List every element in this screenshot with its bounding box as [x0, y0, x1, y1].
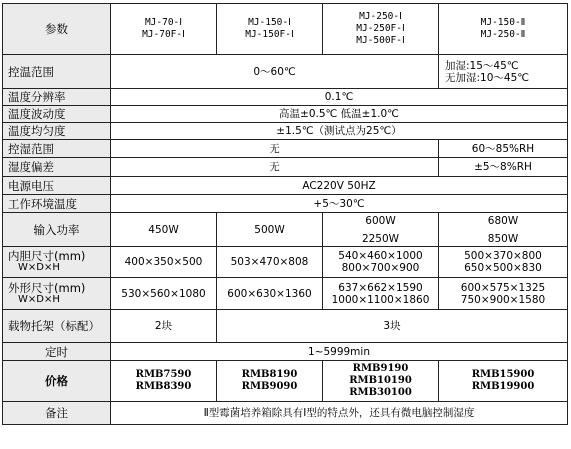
remark-value: Ⅱ型霉菌培养箱除具有Ⅰ型的特点外，还具有微电脑控制湿度 [111, 402, 568, 425]
model-col-3: MJ-250-Ⅰ MJ-250F-Ⅰ MJ-500F-Ⅰ [323, 4, 439, 55]
model-col-2: MJ-150-Ⅰ MJ-150F-Ⅰ [217, 4, 323, 55]
humidity-range-label: 控湿范围 [3, 140, 111, 158]
inner-size-col-4: 500×370×800 650×500×830 [439, 247, 568, 278]
power-col-1: 450W [111, 213, 217, 247]
humidity-range-alt: 60～85%RH [439, 140, 568, 158]
ambient-row [3, 195, 568, 213]
humidity-range-row [3, 140, 568, 158]
param-header: 参数 [3, 4, 111, 55]
power-row [3, 213, 568, 247]
temp-range-alt: 加湿:15～45℃ 无加湿:10～45℃ [439, 55, 568, 89]
uniformity-value: ±1.5℃（测试点为25℃） [111, 123, 568, 140]
outer-size-row [3, 278, 568, 310]
inner-size-col-3: 540×460×1000 800×700×900 [323, 247, 439, 278]
power-col-3: 600W 2250W [323, 213, 439, 247]
model-col-4: MJ-150-Ⅱ MJ-250-Ⅱ [439, 4, 568, 55]
shelves-col-1: 2块 [111, 310, 217, 343]
power-col-4: 680W 850W [439, 213, 568, 247]
price-col-2: RMB8190 RMB9090 [217, 361, 323, 402]
resolution-row [3, 89, 568, 106]
shelves-rest: 3块 [217, 310, 568, 343]
timer-row [3, 343, 568, 361]
inner-size-col-1: 400×350×500 [111, 247, 217, 278]
price-col-3: RMB9190 RMB10190 RMB30100 [323, 361, 439, 402]
humidity-dev-value: 无 [111, 158, 439, 177]
outer-size-col-1: 530×560×1080 [111, 278, 217, 310]
temp-range-value: 0～60℃ [111, 55, 439, 89]
spec-table [2, 3, 568, 425]
model-col-1: MJ-70-Ⅰ MJ-70F-Ⅰ [111, 4, 217, 55]
outer-size-col-4: 600×575×1325 750×900×1580 [439, 278, 568, 310]
inner-size-row [3, 247, 568, 278]
power-col-2: 500W [217, 213, 323, 247]
voltage-row [3, 177, 568, 195]
resolution-value: 0.1℃ [111, 89, 568, 106]
price-col-4: RMB15900 RMB19900 [439, 361, 568, 402]
remark-label: 备注 [3, 402, 111, 425]
temp-range-row [3, 55, 568, 89]
humidity-dev-label: 湿度偏差 [3, 158, 111, 177]
ambient-value: +5～30℃ [111, 195, 568, 213]
voltage-label: 电源电压 [3, 177, 111, 195]
temp-range-label: 控温范围 [3, 55, 111, 89]
humidity-range-value: 无 [111, 140, 439, 158]
uniformity-row [3, 123, 568, 140]
ambient-label: 工作环境温度 [3, 195, 111, 213]
outer-size-col-3: 637×662×1590 1000×1100×1860 [323, 278, 439, 310]
price-row [3, 361, 568, 402]
inner-size-label: 内胆尺寸(mm) W×D×H [3, 247, 111, 278]
timer-label: 定时 [3, 343, 111, 361]
price-label: 价格 [3, 361, 111, 402]
header-row [3, 4, 568, 55]
outer-size-col-2: 600×630×1360 [217, 278, 323, 310]
fluctuation-value: 高温±0.5℃ 低温±1.0℃ [111, 106, 568, 123]
fluctuation-row [3, 106, 568, 123]
shelves-row [3, 310, 568, 343]
power-label: 输入功率 [3, 213, 111, 247]
fluctuation-label: 温度波动度 [3, 106, 111, 123]
voltage-value: AC220V 50HZ [111, 177, 568, 195]
outer-size-label: 外形尺寸(mm) W×D×H [3, 278, 111, 310]
humidity-dev-row [3, 158, 568, 177]
uniformity-label: 温度均匀度 [3, 123, 111, 140]
inner-size-col-2: 503×470×808 [217, 247, 323, 278]
shelves-label: 载物托架（标配） [3, 310, 111, 343]
resolution-label: 温度分辨率 [3, 89, 111, 106]
price-col-1: RMB7590 RMB8390 [111, 361, 217, 402]
humidity-dev-alt: ±5～8%RH [439, 158, 568, 177]
remark-row [3, 402, 568, 425]
timer-value: 1~5999min [111, 343, 568, 361]
